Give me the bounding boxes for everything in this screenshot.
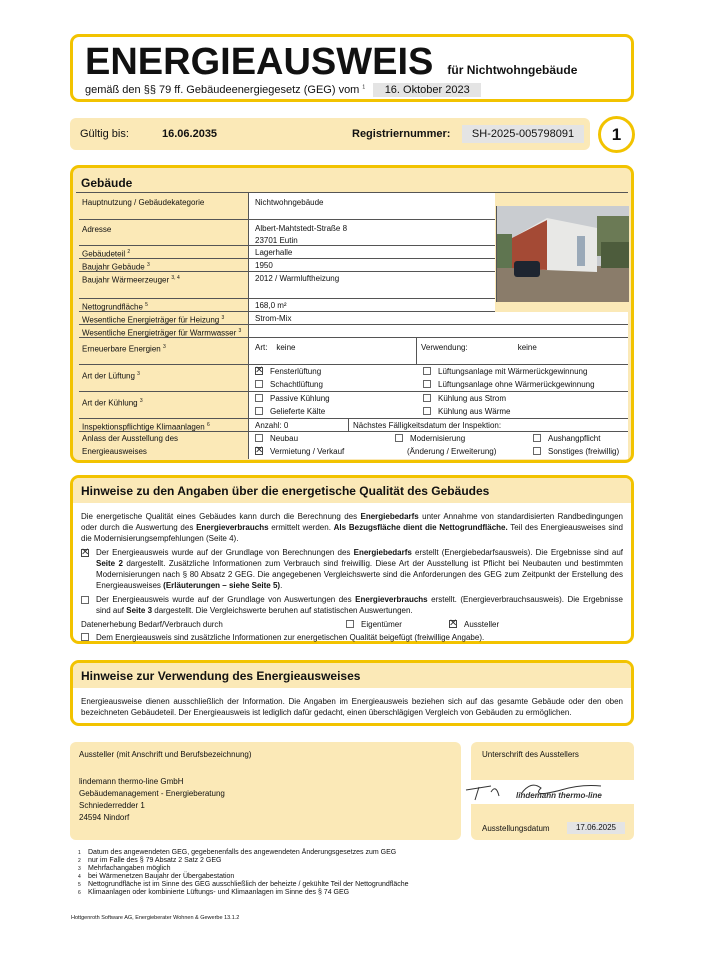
signature-image [461,780,636,804]
row-hotwater-carrier [79,325,628,338]
label: Nettogrundfläche [82,302,143,312]
t: dargestellt. Die Vergleichswerte beruhen auf statistischen Auswertungen. [152,606,413,615]
t: ermittelt werden. [268,523,334,532]
quality-notes-title: Hinweise zu den Angaben über die energetische Qualität des Gebäudes [81,484,490,498]
issuer-line: 24594 Nindorf [79,813,130,822]
issuer-box [70,742,461,840]
value: Strom-Mix [249,312,628,324]
label: Hauptnutzung / Gebäudekategorie [82,198,205,207]
footnote [78,849,409,857]
t: erstellt (Energiebedarfsausweis). Die Ergebnisse sind auf [411,548,623,557]
checkbox-owner[interactable] [346,619,402,630]
software-credit: Hottgenroth Software AG, Energieberater Wohnen & Gewerbe 13.1.2 [71,915,240,921]
footnotes [78,849,409,897]
address-city: 23701 Eutin [255,236,298,245]
label: Wesentliche Energieträger für Warmwasser [82,328,237,338]
option-label: Passive Kühlung [270,394,330,403]
label: Baujahr Gebäude [82,262,145,272]
header-box [70,34,634,102]
title-line [85,41,577,83]
t: Teil des Energieausweises sind die Modernisierungsempfehlungen (Seite 4). [81,523,624,543]
footnote [78,881,409,889]
renewable-type-value: keine [276,343,296,352]
checkbox-modernisierung[interactable] [395,432,533,445]
usage-notes-section [70,660,634,726]
checkbox-fensterlueftung[interactable] [255,365,423,378]
signature-box [471,742,634,840]
footnote-text: Nettogrundfläche ist im Sinne des GEG ausschließlich der beheizte / gekühlte Teil der Nettogrundfläche [88,881,409,888]
option-label: Dem Energieausweis sind zusätzliche Informationen zur energetischen Qualität beigefügt (freiwillige Angabe). [96,633,485,642]
law-date-field: 16. Oktober 2023 [373,83,481,97]
sup: 3 [139,398,143,404]
registration-label: Registriernummer: [352,128,451,140]
valid-until-date: 16.06.2035 [162,128,218,140]
t: Die energetische Qualität eines Gebäudes kann durch die Berechnung des [81,512,361,521]
t: Der Energieausweis wurde auf der Grundlage von Berechnungen des [96,548,354,557]
checkbox-vermietung-verkauf[interactable] [255,445,395,458]
renewable-use-value: keine [517,343,537,352]
t: . [280,581,283,590]
issuer-line: lindemann thermo-line GmbH [79,777,184,786]
value: 2012 / Warmluftheizung [249,272,495,298]
value: Lagerhalle [249,246,495,258]
ac-next-inspection: Nächstes Fälligkeitsdatum der Inspektion: [353,421,502,430]
issuer-label: Aussteller (mit Anschrift und Berufsbezeichnung) [79,750,252,759]
label: Gebäudeteil [82,249,126,259]
option-label: Sonstiges (freiwillig) [548,447,620,456]
data-collection-label: Datenerhebung Bedarf/Verbrauch durch [81,620,223,629]
value: 1950 [249,259,495,271]
row-reason [79,432,628,459]
footnote [78,865,409,873]
checkbox-kuehlung-waerme[interactable] [423,405,622,418]
signature-label: Unterschrift des Ausstellers [482,750,579,759]
sup: 2 [127,249,131,255]
option-label: Fensterlüftung [270,367,322,376]
option-label: Kühlung aus Strom [438,394,507,403]
checkbox-sonstiges[interactable] [533,445,622,458]
sup: 6 [206,422,210,428]
footnote-number: 6 [78,890,81,896]
checkbox-demand-certificate[interactable] [81,547,623,591]
issue-date-label: Ausstellungsdatum [482,824,550,833]
label: Adresse [82,225,112,234]
sup: 3 [221,315,225,321]
row-ventilation [79,365,628,392]
checkbox-lueftung-mit-wrg[interactable] [423,365,622,378]
building-section [70,165,634,463]
sup: 3 [146,262,150,268]
sup: 3 [137,371,140,377]
issuer-line: Schniederredder 1 [79,801,145,810]
footnote [78,857,409,865]
t: erstellt. (Energieverbrauchsausweis). Die Ergebnisse sind auf [96,595,624,615]
footnote-text: Klimaanlagen oder kombinierte Lüftungs- und Klimaanlagen im Sinne des § 74 GEG [88,889,350,896]
label: Erneuerbare Energien [82,344,161,354]
label: Inspektionspflichtige Klimaanlagen [82,422,205,432]
label: Energieausweises [82,447,147,456]
sup: 3 [238,328,242,334]
row-year-built [79,259,495,272]
usage-notes-title: Hinweise zur Verwendung des Energieausweises [81,669,361,683]
value: Nichtwohngebäude [249,193,495,219]
law-text-wrap [85,84,365,96]
footnote-number: 1 [78,850,81,856]
checkbox-gelieferte-kaelte[interactable] [255,405,423,418]
issue-date: 17.06.2025 [567,822,625,834]
checkbox-schachtlueftung[interactable] [255,378,423,391]
law-text: gemäß den §§ 79 ff. Gebäudeenergiegesetz (GEG) vom [85,84,360,96]
ac-count: Anzahl: 0 [249,419,349,431]
label: Art der Lüftung [82,371,135,381]
footnote-number: 5 [78,882,81,888]
option-label: Lüftungsanlage ohne Wärmerückgewinnung [438,380,595,389]
option-label: Eigentümer [361,620,402,629]
option-label: Gelieferte Kälte [270,407,326,416]
label: Anlass der Ausstellung des [82,434,179,443]
checkbox-lueftung-ohne-wrg[interactable] [423,378,622,391]
option-label: Schachtlüftung [270,380,323,389]
renewable-use-label: Verwendung: [421,343,468,352]
t: Energiebedarfs [353,548,412,557]
checkbox-consumption-certificate[interactable] [81,594,623,616]
option-label: Lüftungsanlage mit Wärmerückgewinnung [438,367,588,376]
checkbox-neubau[interactable] [255,432,395,445]
building-photo [496,206,628,302]
quality-intro [81,511,623,544]
option-label: Aussteller [464,620,500,629]
option-label: Vermietung / Verkauf [270,447,345,456]
value [249,325,628,337]
footnote-text: Mehrfachangaben möglich [88,865,171,872]
footnote-text: Datum des angewendeten GEG, gegebenenfalls des angewendeten Änderungsgesetzes zum GEG [88,849,397,856]
footnote-text: nur im Falle des § 79 Absatz 2 Satz 2 GEG [88,857,222,864]
checkbox-kuehlung-strom[interactable] [423,392,622,405]
checkbox-issuer[interactable] [449,619,499,630]
t: (Erläuterungen – siehe Seite 5) [163,581,281,590]
checkbox-extra-info[interactable] [81,632,623,643]
t: Energieverbrauchs [196,523,269,532]
t: Der Energieausweis wurde auf der Grundlage von Auswertungen des [96,595,356,604]
option-label: Neubau [270,434,299,443]
row-heater-year [79,272,495,299]
t: Als Bezugsfläche dient die Nettogrundfläche. [333,523,508,532]
row-main-use [79,193,495,220]
option-label: Aushangpflicht [548,434,601,443]
sup: 5 [145,302,148,308]
checkbox-passive-kuehlung[interactable] [255,392,423,405]
renewable-type-label: Art: [255,343,268,352]
row-address [79,220,495,246]
validity-bar [70,118,590,150]
issuer-line: Gebäudemanagement - Energieberatung [79,789,225,798]
footnote-ref: 1 [362,84,366,91]
row-building-part [79,246,495,259]
usage-text: Energieausweise dienen ausschließlich der Information. Die Angaben im Energieausweis beziehen sich auf das gesamte Gebäude oder den oben bezeichneten Gebäudeteil. Der Energieausweis ist lediglich dafür gedacht, einen überschlägigen Vergleich von Gebäuden zu ermöglichen. [81,697,623,717]
t: dargestellt. Zusätzliche Informationen zum Verbrauch sind freiwillig. Diese Art der Ausstellung ist Pflicht bei Neubauten und bestimmten Modernisierungen nach § 80 Absatz 2 GEG. Die angegebenen Vergleichswerte sind die Anforderungen des GEG zum Zeitpunkt der Erstellung des Energieausweises [96,559,623,590]
registration-number: SH-2025-005798091 [462,125,584,143]
footnote [78,889,409,897]
valid-until-label: Gültig bis: [80,128,129,140]
checkbox-aushangpflicht[interactable] [533,432,622,445]
t: Seite 2 [96,559,123,568]
t: unter Annahme von standardisierten Randbedingungen oder durch die Auswertung des [81,512,623,532]
t: Seite 3 [126,606,153,615]
footnote-number: 3 [78,866,81,872]
label: Wesentliche Energieträger für Heizung [82,315,220,325]
row-ac [79,419,628,432]
row-renewables [79,338,628,365]
label: Baujahr Wärmeerzeuger [82,275,170,285]
label: Art der Kühlung [82,398,138,408]
row-heating-carrier [79,312,628,325]
row-cooling [79,392,628,419]
sup: 3, 4 [171,275,180,281]
law-reference [85,83,481,97]
modernisierung-detail: (Änderung / Erweiterung) [407,447,497,456]
document-title: ENERGIEAUSWEIS [85,41,434,83]
address-street: Albert-Mahtstedt-Straße 8 [255,224,348,233]
footnote-text: bei Wärmenetzen Baujahr der Übergabestation [88,873,235,880]
quality-notes-section [70,475,634,644]
signature-stamp: lindemann thermo-line [516,791,602,800]
sup: 3 [162,344,166,350]
footnote-number: 2 [78,858,81,864]
option-label: Modernisierung [410,434,466,443]
building-title: Gebäude [81,176,133,190]
t: Energieverbrauchs [355,595,428,604]
footnote [78,873,409,881]
document-subtitle: für Nichtwohngebäude [447,63,578,77]
row-net-area [79,299,495,312]
t: Energiebedarfs [360,512,419,521]
value: 168,0 m² [249,299,495,311]
option-label: Kühlung aus Wärme [438,407,511,416]
page-number-badge: 1 [598,116,635,153]
footnote-number: 4 [78,874,81,880]
